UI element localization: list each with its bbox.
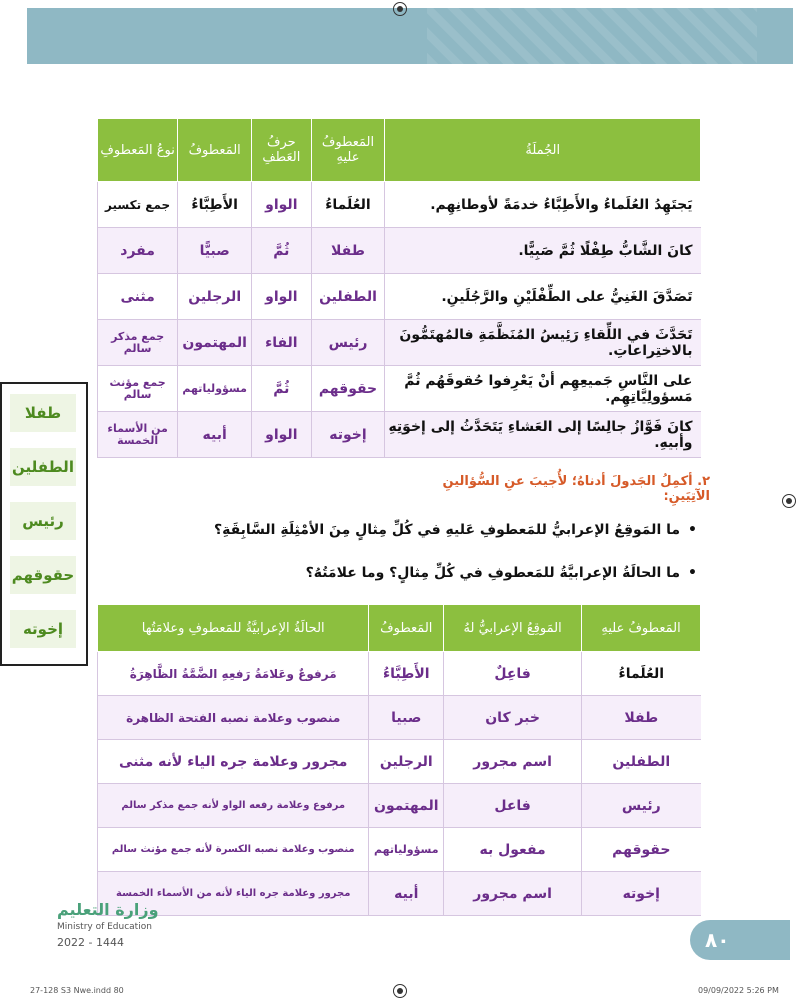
sentence-cell: كانَ الشَّابُّ طِفْلًا ثُمَّ صَبِيًّا.	[385, 228, 701, 274]
table-row	[98, 412, 701, 458]
header-type: نوعُ المَعطوفِ	[98, 119, 178, 182]
state-cell: مَرفوعٌ وعَلامَةُ رَفعِهِ الضَّمَّةُ الظَّاهِرَةُ	[98, 652, 369, 696]
position-cell: اسم مجرور	[444, 872, 582, 916]
matouf-cell: أبيه	[178, 412, 252, 458]
table-row	[98, 228, 701, 274]
header-band	[27, 8, 793, 64]
matouf-cell: المهتمون	[369, 784, 444, 828]
ministry-name-en: Ministry of Education	[57, 922, 152, 932]
side-tab-ikhwatih: إخوته	[10, 610, 76, 648]
harf-cell: الواو	[252, 274, 311, 320]
state-cell: مجرور وعلامة جره الياء لأنه مثنى	[98, 740, 369, 784]
state-cell: منصوب وعلامة نصبه الفتحة الظاهرة	[98, 696, 369, 740]
question-1: • ما المَوقِعُ الإعرابيُّ للمَعطوفِ عَليهِ في كُلِّ مِثالٍ مِنَ الأمْثِلَةِ السَّابِقَةِ؟	[137, 522, 697, 538]
type-cell: جمع مؤنث سالم	[98, 366, 178, 412]
registration-mark-top	[393, 2, 407, 16]
matouf-alayh-cell: حقوقهم	[311, 366, 385, 412]
type-cell: جمع مذكر سالم	[98, 320, 178, 366]
matouf-cell: صبيًّا	[178, 228, 252, 274]
matouf-cell: الأَطِبَّاءُ	[369, 652, 444, 696]
type-cell: مفرد	[98, 228, 178, 274]
sentence-cell: تَصَدَّقَ الغَنِيُّ على الطِّفْلَيْنِ والرَّجُلَينِ.	[385, 274, 701, 320]
sentence-cell: كانَ فَوَّازُ جالِسًا إلى العَشاءِ يَتَحَدَّثُ إلى إخوَتِهِ وأبيهِ.	[385, 412, 701, 458]
matouf-cell: الرجلين	[369, 740, 444, 784]
header-position: المَوقِعُ الإعرابيُّ لهُ	[444, 605, 582, 652]
registration-mark-right	[782, 494, 796, 508]
position-cell: فاعِلٌ	[444, 652, 582, 696]
matouf-alayh-cell: حقوقهم	[582, 828, 701, 872]
harf-cell: الواو	[252, 412, 311, 458]
question-2: • ما الحالَةُ الإعرابيَّةُ للمَعطوفِ في كُلِّ مِثالٍ؟ وما علامَتُهُ؟	[137, 565, 697, 581]
position-cell: خبر كان	[444, 696, 582, 740]
question-title: ٢. أكمِلُ الجَدولَ أدناهُ؛ لأُجيبَ عنِ السُّؤالينِ الآتِيَينِ:	[442, 474, 710, 504]
matouf-cell: المهتمون	[178, 320, 252, 366]
matouf-alayh-cell: طفلا	[582, 696, 701, 740]
registration-mark-bottom	[393, 984, 407, 998]
type-cell: مثنى	[98, 274, 178, 320]
table-row	[98, 274, 701, 320]
side-tab-huquqahum: حقوقهم	[10, 556, 76, 594]
position-cell: فاعل	[444, 784, 582, 828]
harf-cell: الواو	[252, 182, 311, 228]
sentence-cell: تَحَدَّثَ في اللِّقاءِ رَئِيسُ المُنَظَّمَةِ فالمُهتَمُّونَ بالاختِراعاتِ.	[385, 320, 701, 366]
matouf-cell: مسؤولياتهم	[178, 366, 252, 412]
header-matouf-alayh: المَعطوفُ عليهِ	[311, 119, 385, 182]
matouf-alayh-cell: رئيس	[311, 320, 385, 366]
position-cell: اسم مجرور	[444, 740, 582, 784]
print-info-date: 09/09/2022 5:26 PM	[698, 986, 779, 995]
table-row	[98, 872, 701, 916]
matouf-cell: الرجلين	[178, 274, 252, 320]
side-tab-altiflayn: الطفلين	[10, 448, 76, 486]
harf-cell: ثُمَّ	[252, 366, 311, 412]
matouf-cell: مسؤولياتهم	[369, 828, 444, 872]
sentence-cell: يَجتَهِدُ العُلَماءُ والأَطِبَّاءُ خدمَةً لأوطانِهِم.	[385, 182, 701, 228]
position-cell: مفعول به	[444, 828, 582, 872]
matouf-alayh-cell: العُلَماءُ	[311, 182, 385, 228]
table-row	[98, 828, 701, 872]
side-tab-rais: رئيس	[10, 502, 76, 540]
side-tabs-box	[0, 382, 88, 666]
header-sentence: الجُملَةُ	[385, 119, 701, 182]
harf-cell: الفاء	[252, 320, 311, 366]
state-cell: مجرور وعلامة جره الياء لأنه من الأسماء الخمسة	[98, 872, 369, 916]
matouf-alayh-cell: إخوته	[311, 412, 385, 458]
table-row	[98, 652, 701, 696]
matouf-alayh-cell: الطفلين	[582, 740, 701, 784]
header-matouf: المَعطوفُ	[178, 119, 252, 182]
matouf-alayh-cell: إخوته	[582, 872, 701, 916]
header-state: الحالَةُ الإعرابيَّةُ للمَعطوفِ وعلامَتُها	[98, 605, 369, 652]
table-row	[98, 740, 701, 784]
type-cell: جمع تكسير	[98, 182, 178, 228]
table-row	[98, 696, 701, 740]
table-row	[98, 182, 701, 228]
type-cell: من الأسماء الخمسة	[98, 412, 178, 458]
state-cell: منصوب وعلامة نصبه الكسرة لأنه جمع مؤنث سالم	[98, 828, 369, 872]
state-cell: مرفوع وعلامة رفعه الواو لأنه جمع مذكر سالم	[98, 784, 369, 828]
matouf-alayh-cell: رئيس	[582, 784, 701, 828]
matouf-alayh-cell: العُلَماءُ	[582, 652, 701, 696]
ministry-name-ar: وزارة التعليم	[57, 900, 159, 919]
header-matouf-alayh-2: المَعطوفُ عليهِ	[582, 605, 701, 652]
table-row	[98, 366, 701, 412]
matouf-cell: صبيا	[369, 696, 444, 740]
header-harf: حرفُ العَطفِ	[252, 119, 311, 182]
print-info-file: 27-128 S3 Nwe.indd 80	[30, 986, 124, 995]
matouf-alayh-cell: طفلا	[311, 228, 385, 274]
ministry-year: 2022 - 1444	[57, 936, 124, 949]
header-pattern	[427, 8, 757, 64]
page-number: ٨٠	[705, 928, 730, 952]
table-row	[98, 320, 701, 366]
ministry-logo	[57, 900, 159, 949]
matouf-cell: الأَطِبَّاءُ	[178, 182, 252, 228]
analysis-table	[97, 604, 701, 916]
sentence-cell: على النَّاسِ جَميعِهِم أنْ يَعْرِفوا حُقوقَهُم ثُمَّ مَسؤولِيَّاتِهِم.	[385, 366, 701, 412]
table-row	[98, 784, 701, 828]
matouf-cell: أبيه	[369, 872, 444, 916]
harf-cell: ثُمَّ	[252, 228, 311, 274]
examples-table	[97, 118, 701, 458]
header-matouf-2: المَعطوفُ	[369, 605, 444, 652]
side-tab-tiflan: طفلا	[10, 394, 76, 432]
matouf-alayh-cell: الطفلين	[311, 274, 385, 320]
